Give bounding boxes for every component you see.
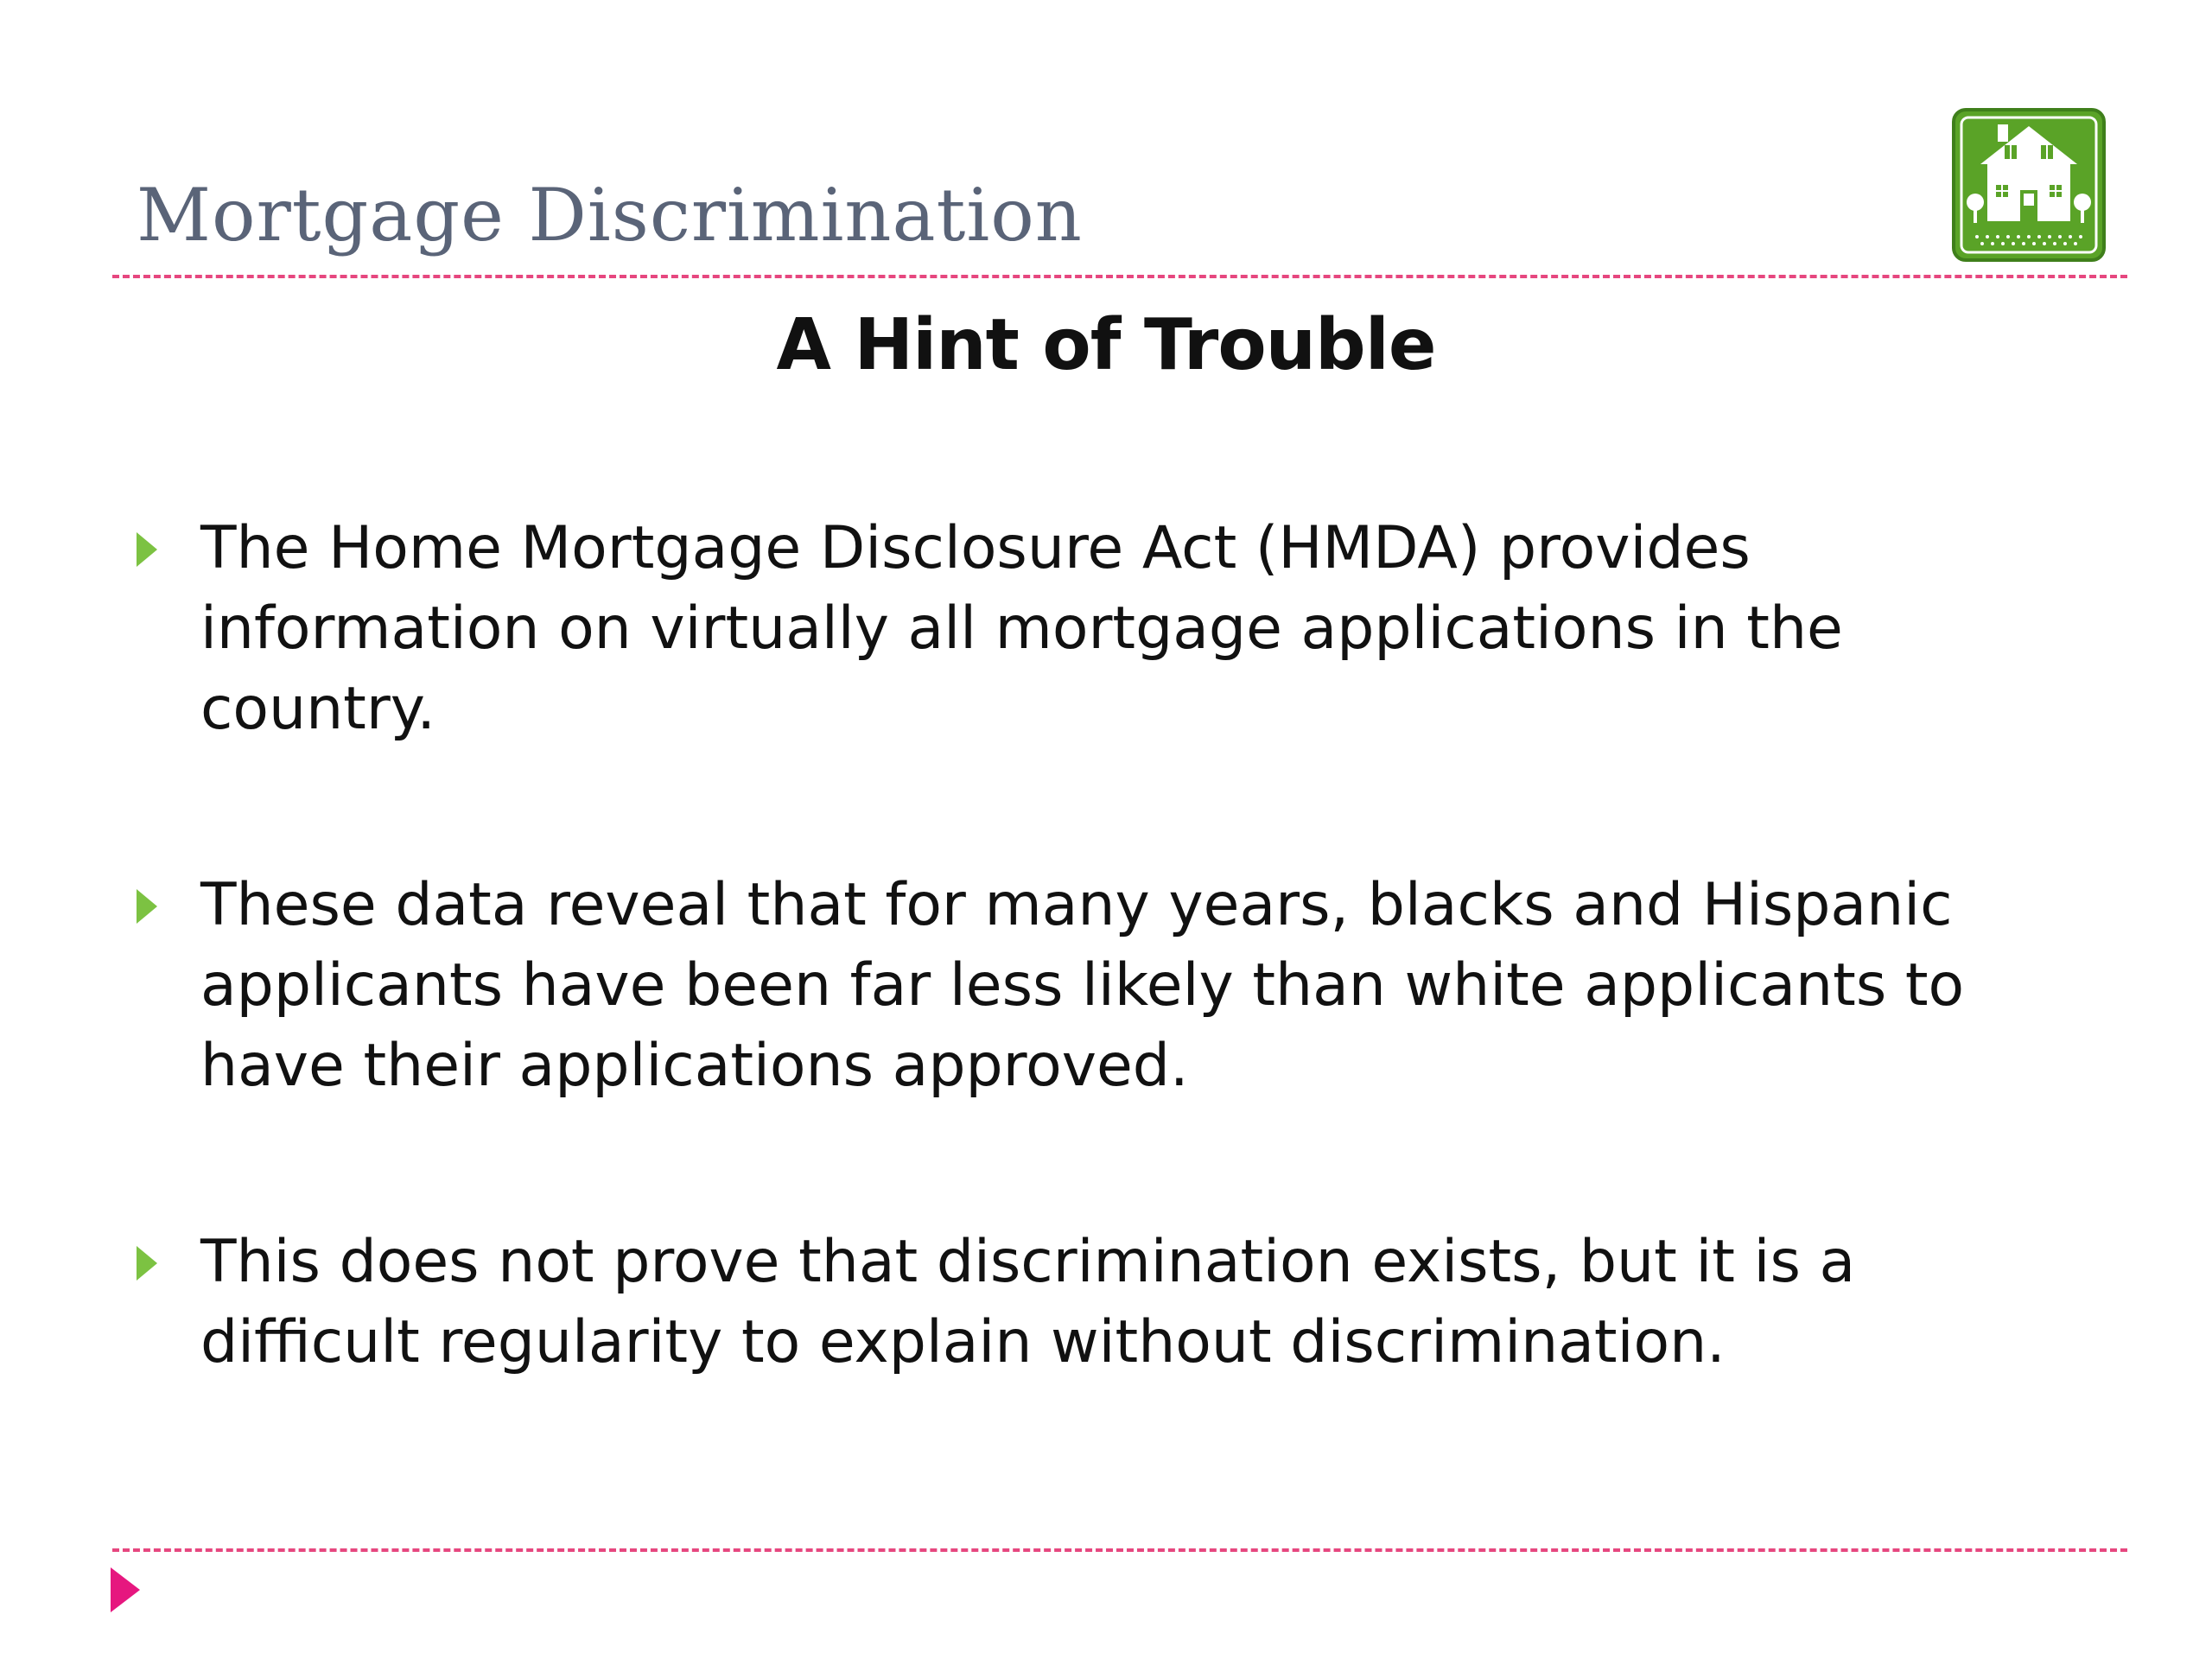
bullet-arrow-icon: [137, 532, 157, 567]
bullet-text: The Home Mortgage Disclosure Act (HMDA) provides information on virtually all mortgage applications in the country.: [200, 514, 1843, 743]
bullet-arrow-icon: [137, 1246, 157, 1281]
bullet-arrow-icon: [137, 889, 157, 924]
footer-divider: [112, 1548, 2127, 1552]
house-icon: [1951, 107, 2107, 263]
bullet-item: [130, 1222, 2048, 1382]
bullet-item: [130, 508, 2048, 749]
footer-triangle-icon: [111, 1567, 140, 1612]
bullet-list: [130, 508, 2048, 1498]
slide-title: Mortgage Discrimination: [137, 173, 1083, 257]
bullet-text: This does not prove that discrimination exists, but it is a difficult regularity to explain without discrimination.: [200, 1228, 1856, 1376]
slide-subtitle: A Hint of Trouble: [776, 304, 1436, 386]
header-divider: [112, 275, 2127, 278]
bullet-text: These data reveal that for many years, blacks and Hispanic applicants have been far less likely than white applicants to have their applications approved.: [200, 871, 1965, 1100]
bullet-item: [130, 865, 2048, 1106]
